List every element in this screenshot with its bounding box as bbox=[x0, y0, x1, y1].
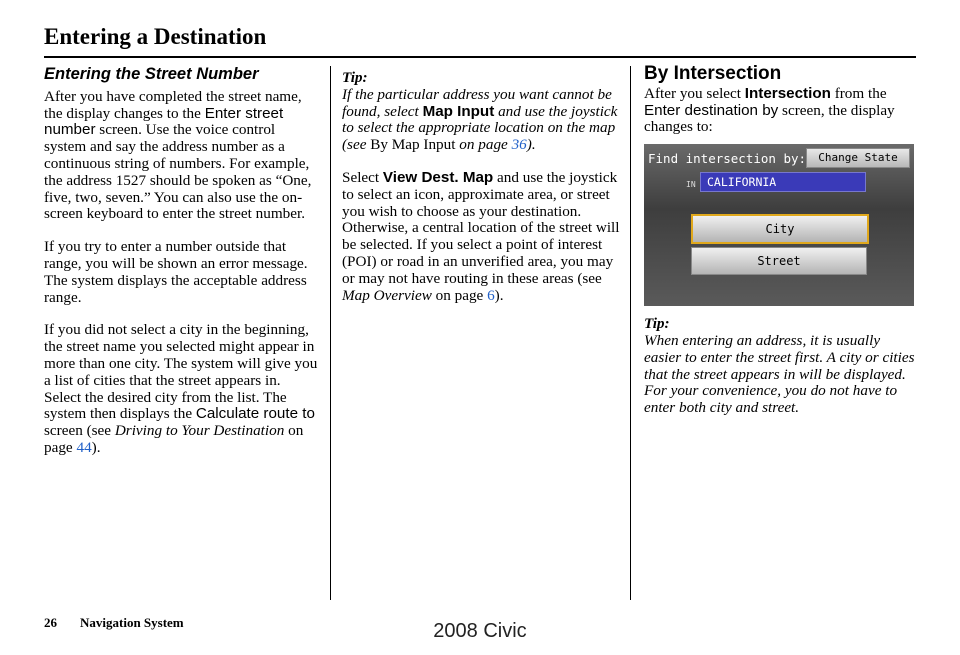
tip-heading: Tip: bbox=[644, 315, 670, 333]
page-link-36[interactable]: 36 bbox=[511, 136, 527, 154]
text-segment: on page bbox=[44, 422, 304, 456]
text-segment: ). bbox=[91, 438, 101, 456]
tip-street-first: When entering an address, it is usually easier to enter the street first. A city or cities that the street appears in will be displayed. For your convenience, you do not have to enter both city and street. bbox=[644, 331, 915, 417]
page-title: Entering a Destination bbox=[44, 24, 267, 49]
button-name-view-dest-map: View Dest. Map bbox=[382, 168, 494, 186]
screen-header: Find intersection by: bbox=[648, 151, 807, 167]
text-segment: After you have completed the street name, the display changes to the bbox=[44, 87, 302, 122]
column-tip bbox=[342, 70, 620, 320]
button-name-intersection: Intersection bbox=[744, 84, 831, 102]
page-number: 26 bbox=[44, 615, 57, 630]
change-state-button[interactable]: Change State bbox=[806, 148, 910, 168]
reference-map-overview: Map Overview bbox=[342, 286, 432, 304]
text-segment: screen, the display changes to: bbox=[644, 101, 895, 136]
paragraph-intersection-intro bbox=[644, 86, 920, 136]
text-segment: on page bbox=[431, 286, 488, 304]
tip-map-input bbox=[342, 87, 620, 154]
section-heading-street-number: Entering the Street Number bbox=[44, 65, 259, 83]
text-segment: If you did not select a city in the beginning, the street name you selected might appear in more than one city. The system will give you a list of cities that the street appears in. Select the desired city from the list. The system then displays the bbox=[44, 321, 318, 423]
screen-name-enter-street-number: Enter street number bbox=[44, 104, 284, 139]
section-heading-by-intersection: By Intersection bbox=[644, 63, 782, 84]
column-intersection bbox=[644, 63, 920, 417]
page-link-6[interactable]: 6 bbox=[487, 286, 495, 304]
screen-name-calculate-route: Calculate route to bbox=[195, 405, 315, 423]
reference-by-map-input: By Map Input bbox=[370, 136, 456, 154]
text-segment: and use the joystick to select an icon, approximate area, or street you wish to choose as your destination. Otherwise, a central location of the street will be selected. If you select a point of interest (POI) or road in an unverified area, you may or may not have routing in these areas (see bbox=[342, 168, 620, 287]
text-segment: and use the joystick to select the appropriate location on the map (see bbox=[342, 102, 618, 154]
street-button[interactable]: Street bbox=[691, 247, 867, 275]
paragraph-view-dest-map bbox=[342, 170, 620, 304]
column-divider bbox=[330, 66, 331, 600]
button-name-map-input: Map Input bbox=[422, 102, 495, 120]
footer-label: Navigation System bbox=[80, 615, 184, 630]
column-divider bbox=[630, 66, 631, 600]
text-segment: screen (see bbox=[44, 422, 115, 440]
nav-screen-screenshot bbox=[644, 144, 914, 306]
paragraph-out-of-range: If you try to enter a number outside that range, you will be shown an error message. The system displays the acceptable address range. bbox=[44, 238, 308, 306]
paragraph-no-city bbox=[44, 322, 320, 456]
reference-driving-to-destination: Driving to Your Destination bbox=[114, 422, 285, 440]
city-button[interactable]: City bbox=[691, 214, 869, 244]
column-street-number bbox=[44, 66, 320, 473]
text-segment: from the bbox=[830, 84, 887, 102]
page-link-44[interactable]: 44 bbox=[76, 438, 92, 456]
text-segment: If the particular address you want cannot be found, select bbox=[342, 85, 612, 120]
state-field: CALIFORNIA bbox=[700, 172, 866, 192]
paragraph-street-number-intro bbox=[44, 89, 320, 223]
text-segment: After you select bbox=[644, 84, 745, 102]
watermark: 2008 Civic bbox=[433, 620, 527, 642]
in-label: IN bbox=[686, 180, 696, 190]
text-segment: Select bbox=[342, 168, 383, 186]
title-rule bbox=[44, 56, 916, 58]
screen-name-enter-destination-by: Enter destination by bbox=[644, 101, 779, 119]
text-segment: ). bbox=[526, 136, 536, 154]
text-segment: screen. Use the voice control system and say the address number as a continuous string of numbers. For example, the address 1527 should be spoken as “One, five, two, seven.” You can also use the on-screen keyboard to enter the street number. bbox=[44, 121, 312, 223]
text-segment: ). bbox=[494, 286, 504, 304]
text-segment: on page bbox=[455, 136, 512, 154]
tip-heading: Tip: bbox=[342, 69, 368, 86]
